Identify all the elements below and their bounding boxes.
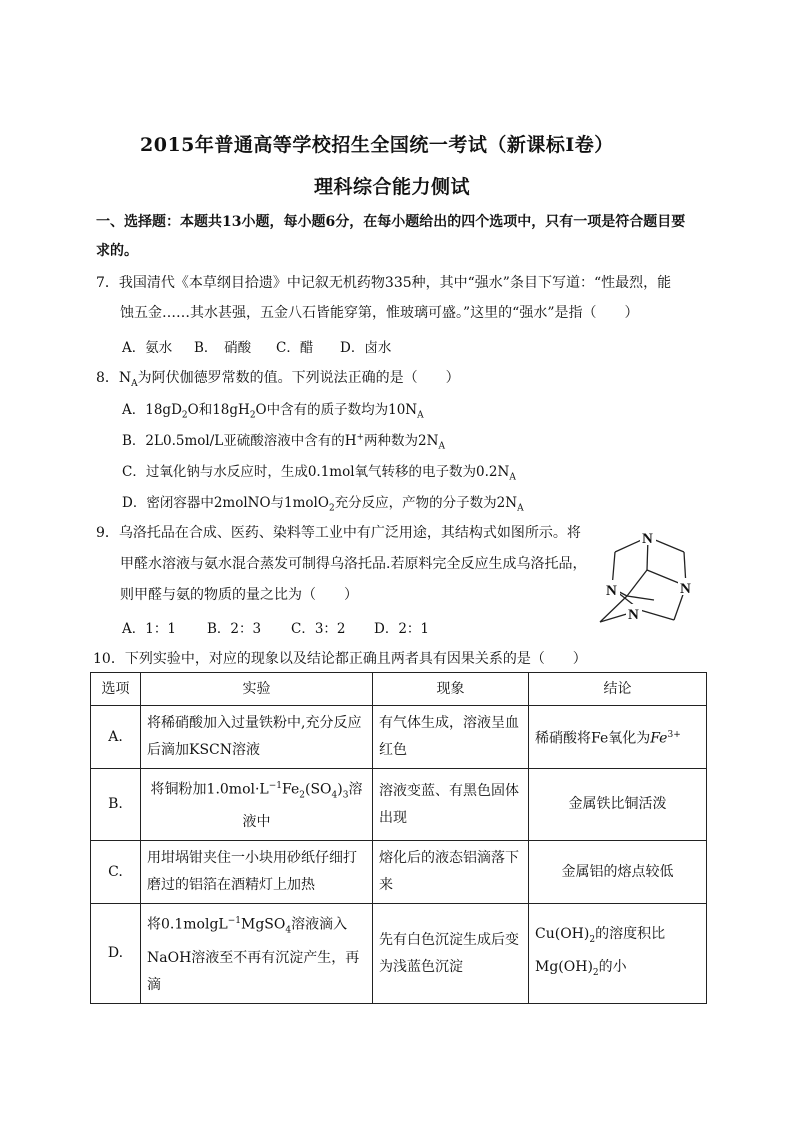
q9-stem-line3: 则甲醛与氨的物质的量之比为（ ） (120, 587, 358, 603)
row-b-option: B. (91, 769, 141, 841)
header-phenomenon: 现象 (373, 673, 529, 706)
header-conclusion: 结论 (529, 673, 707, 706)
q9-option-d: D．2：1 (374, 621, 430, 637)
table-header-row (91, 673, 707, 706)
row-d-conclusion: $Cu(OH)_2$的溶度积比$Mg(OH)_2$的小 (529, 904, 707, 1003)
atom-label-n4: N (628, 607, 639, 623)
header-option: 选项 (91, 673, 141, 706)
table-row (91, 769, 707, 841)
row-c-option: C. (91, 841, 141, 904)
atom-label-n2: N (606, 583, 617, 599)
q7-stem-line2: 蚀五金……其水甚强，五金八石皆能穿第，惟玻璃可盛。”这里的“强水”是指（ ） (120, 305, 639, 321)
q8-stem: 8．$N_A$为阿伏伽德罗常数的值。下列说法正确的是（ ） (96, 370, 460, 389)
q10-stem: 10．下列实验中，对应的现象以及结论都正确且两者具有因果关系的是（ ） (93, 651, 587, 667)
atom-label-n3: N (680, 581, 691, 597)
row-d-option: D. (91, 904, 141, 1003)
exam-title: 2015年普通高等学校招生全国统一考试（新课标Ⅰ卷） (140, 134, 614, 156)
q7-option-a: A．氨水 (122, 340, 173, 356)
row-c-experiment: 用坩埚钳夹住一小块用砂纸仔细打磨过的铝箔在酒精灯上加热 (141, 841, 373, 904)
q8-option-b: B．2L0.5mol/L亚硫酸溶液中含有的H+两种数为$2N_A$ (122, 432, 445, 452)
header-experiment: 实验 (141, 673, 373, 706)
exam-subtitle: 理科综合能力侧试 (314, 176, 471, 198)
table-row (91, 904, 707, 1003)
section-instructions-line2: 求的。 (96, 243, 138, 259)
q8-option-a: A．$18gD_2O$和$18gH_2O$中含有的质子数均为$10N_A$ (122, 402, 424, 421)
q7-option-d: D．卤水 (340, 340, 392, 356)
q9-option-a: A．1：1 (122, 621, 176, 637)
q9-stem-line2: 甲醛水溶液与氨水混合蒸发可制得乌洛托品.若原料完全反应生成乌洛托品， (120, 556, 587, 572)
section-instructions-line1: 一、选择题：本题共13小题，每小题6分，在每小题给出的四个选项中，只有一项是符合题目要 (96, 214, 686, 230)
row-d-phenomenon: 先有白色沉淀生成后变为浅蓝色沉淀 (373, 904, 529, 1003)
row-a-experiment: 将稀硝酸加入过量铁粉中,充分反应后滴加KSCN溶液 (141, 706, 373, 769)
q7-stem-line1: 7．我国清代《本草纲目拾遗》中记叙无机药物335种，其中“强水”条目下写道：“性最烈，能 (96, 275, 672, 291)
q9-stem-line1: 9．乌洛托品在合成、医药、染料等工业中有广泛用途，其结构式如图所示。将 (96, 525, 581, 541)
row-d-experiment: 将0.1molgL$^{-1}$MgSO$_4$溶液滴入NaOH溶液至不再有沉淀产生，再滴 (141, 904, 373, 1003)
row-b-conclusion: 金属铁比铜活泼 (529, 769, 707, 841)
row-a-option: A. (91, 706, 141, 769)
q7-option-b: B． 硝酸 (194, 340, 252, 356)
q9-option-c: C．3：2 (291, 621, 346, 637)
q8-option-d: D．密闭容器中2molNO与1molO$_2$充分反应，产物的分子数为$2N_A$ (122, 495, 524, 514)
experiment-table (90, 672, 707, 1004)
q9-option-b: B．2：3 (207, 621, 262, 637)
row-c-conclusion: 金属铝的熔点较低 (529, 841, 707, 904)
row-b-experiment: 将铜粉加$1.0mol\cdot L^{-1}Fe_2(SO_4)_3$溶液中 (141, 769, 373, 841)
row-a-phenomenon: 有气体生成，溶液呈血红色 (373, 706, 529, 769)
table-row (91, 841, 707, 904)
q8-option-c: C．过氧化钠与水反应时，生成0.1mol氧气转移的电子数为$0.2N_A$ (122, 464, 516, 483)
row-c-phenomenon: 熔化后的液态铝滴落下来 (373, 841, 529, 904)
q7-option-c: C．醋 (276, 340, 314, 356)
hexamine-structure-diagram (592, 524, 712, 634)
row-a-conclusion: 稀硝酸将Fe氧化为$Fe^{3+}$ (529, 706, 707, 769)
table-row (91, 706, 707, 769)
atom-label-n1: N (642, 531, 653, 547)
row-b-phenomenon: 溶液变蓝、有黑色固体出现 (373, 769, 529, 841)
